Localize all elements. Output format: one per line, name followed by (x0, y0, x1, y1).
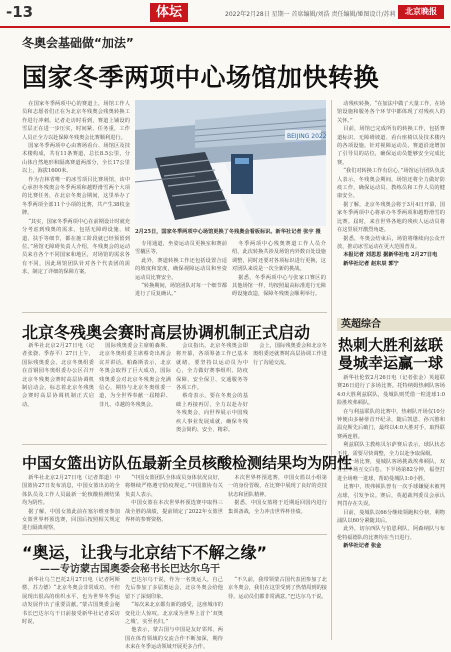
lead-col-1 (22, 100, 130, 308)
lead-paragraph: 动残疾转换，“在加法中做了大量工作，在场馆设施和服务各个环节中都体现了对残疾人的关怀。” (337, 101, 445, 124)
lead-paragraph: 国家冬季两项中心由赛场看台、场馆区及技术楼构成，共有11条赛道，总长8.5公里，分山体自然地形和隔离赛道两部分，全长17公里以上，海拔1600米。 (22, 143, 130, 175)
lead-kicker: 冬奥会基础做“加法” (22, 36, 134, 50)
newspaper-logo: 北京晚报 (398, 5, 444, 19)
story4-paragraph: 新华社乌兰巴托2月27日电（记者阿斯楞、苏力德）“北京冬奥会非常成功，不但展现出很高的组织水平，也为世界冬季运动发展作出了重要贡献。”蒙古国奥委会秘书长巴达尔乌干日前接受新华社记者采访时说， (22, 577, 120, 626)
lead-paragraph: 据悉，冬奥会结束后，场馆将继续向公众开放，推动冰雪运动在更大范围普及。 (337, 235, 445, 250)
lead-paragraph: 在国家冬季两项中心的赛道上，场馆工作人员和志愿者们正在为北京冬残奥会残奥转换工作进行冲刺。记者走访时看到，赛道上铺设的雪层正在进一步压实，时间紧、任务重，工作人员正全力以赴保障冬残奥会比赛顺利进行。 (22, 101, 130, 141)
story3-col-1 (22, 474, 120, 530)
lead-paragraph: 作为吉林省唯一的冰雪项目比赛场馆，该中心承担冬残奥会冬季两项和越野滑雪两个大项的比赛任务，在北京冬奥会期间，这里举办了冬季两项全部11个小项的比赛，共产生38枚金牌。 (22, 176, 130, 217)
story3-paragraph: 中国女篮在本次世界杯预选赛中取得三战全胜的战绩，提前锁定了2022年女篮世界杯的参赛资格。 (125, 500, 223, 524)
sidebar-paragraph: 在与利兹联队的比赛中，热刺队开场仅10分钟便由多赫蒂首开纪录，随后凯恩、孙兴慜和温克斯先后破门，最终以4:0大胜对手，取得联赛两连胜。 (337, 408, 445, 440)
lead-col-3 (337, 100, 445, 310)
byline: 新华社记者 张金 (343, 543, 382, 550)
sidebar-paragraph: 另一场比赛，曼城队客场挑战埃弗顿队，双方上半场互交白卷。下半场第82分钟，福登打进全场唯一进球，帮助曼城队1:0小胜。 (337, 459, 445, 482)
story2-headline: 北京冬残奥会赛时高层协调机制正式启动 (22, 323, 311, 342)
story3-col-3 (228, 474, 327, 530)
sidebar-headline-1: 热刺大胜利兹联 (338, 336, 444, 354)
section-badge: 体坛 (150, 3, 188, 22)
story4-col-2 (125, 576, 223, 651)
lead-paragraph: 目前，场馆已完成所有的转换工作，包括赛道标识、无障碍坡道、看台座椅以及技术楼内的各项设施。针对视障运动员，赛道沿途增加了引导员的站位，确保运动员能够安全完成比赛。 (337, 126, 445, 166)
story4-paragraph: “不久前，我带领蒙古国代表团参加了北京冬奥会，我们在这里受到了热情周到的接待。运动员们都非常满意。”巴达尔乌干说。 (228, 577, 327, 600)
section-divider (22, 534, 327, 535)
page-number: -13 (6, 3, 34, 21)
story2-col-4 (253, 342, 327, 440)
lead-col-2b (232, 240, 326, 308)
story4-paragraph: 他表示，蒙古国与中国是友好邻邦，两国在体育领域的交流合作不断加深，期待未来在冬季运动领域开展更多合作。 (125, 627, 223, 651)
lead-paragraph: “其实，国家冬季两项中心在前期设计时就充分考虑到残奥的需求，包括无障碍设施、坡道、扶手等细节，都在施工阶段就已经预留到位。”场馆无障碍负责人介绍，冬残奥会的运动员来自各个不同国家和地区，对场馆的需求各有不同，因此场馆团队针对各个代表团的需求，制定了详细的保障方案。 (22, 218, 130, 276)
story3-paragraph: 新华社北京2月27日电（记者郑道）中国篮协27日发布消息，中国女篮出访的全体队员及工作人员最新一轮核酸检测结果均为阴性。 (22, 475, 120, 507)
section-divider (22, 312, 327, 313)
sidebar-paragraph: 新华社伦敦2月26日电（记者张金）英超联赛26日进行了多场比赛。托特纳姆热刺队客场4:0大胜利兹联队，曼城队则凭借一粒进球1:0险胜埃弗顿队。 (337, 375, 445, 407)
column-divider (331, 100, 332, 640)
lead-paragraph: “我们对转换工作有信心，”场馆运行团队负责人表示，冬残奥会期间，场馆还将全力做好防疫工作，确保运动员、教练员和工作人员的健康安全。 (337, 168, 445, 200)
lead-paragraph: 据悉，冬季两项中心与张家口赛区的其他场馆一样，均按照最高标准进行无障碍设施改造，保障冬残奥会顺利举行。 (232, 274, 326, 298)
story4-paragraph: “每次来北京都有新的感受，这座城市的变化让人惊叹。北京成为世界上首个‘双奥之城’，实至名归。” (125, 602, 223, 626)
lead-paragraph: 据了解，北京冬残奥会将于3月4日开幕，国家冬季两项中心将承办冬季两项和越野滑雪的比赛。届时，来自世界各地的残疾人运动员将在这里展开激烈角逐。 (337, 201, 445, 234)
dateline: 2022年2月28日 星期一 首席编辑/刘浩 责任编辑/姬图设计/苏莉 (225, 11, 396, 18)
byline: 本报记者 刘思思 据新华社电 2月27日电 (343, 252, 438, 259)
story3-paragraph: 据悉，中国女篮将于近期返回国内进行集训备战，全力冲击世界杯佳绩。 (228, 500, 327, 515)
header-rule (0, 26, 450, 28)
story4-col-1 (22, 576, 120, 638)
story3-paragraph: 本次世界杯预选赛，中国女篮以小组第一的身份晋级，在比赛中展现了良好的竞技状态和团队精神。 (228, 475, 327, 498)
lead-paragraph: 专用通道，坐姿运动员更换室和赛前雪橇区等， (135, 241, 227, 256)
story2-paragraph: 会上，国际残奥委会和北京冬奥组委还就赛时高层协调工作进行了沟通交流。 (253, 343, 327, 366)
story3-col-2 (125, 474, 223, 530)
story4-paragraph: 巴达尔乌干说，作为一名奥运人，自己先后参加了多届奥运会，北京冬奥会给他留下了深刻印象。 (125, 577, 223, 600)
sidebar-paragraph: 利兹联队主教练贝尔萨赛后表示，球队状态不佳，需要尽快调整，全力以赴争取保级。 (337, 442, 445, 457)
sidebar-paragraph: 比赛中，埃弗顿队曾有一次手球嫌疑未被判点球，引发争议。赛后，英超裁判委员会承认判罚存在失误。 (337, 484, 445, 508)
story2-col-2 (99, 342, 171, 440)
sidebar-paragraph: 目前，曼城队以66分继续领跑积分榜，利物浦队以60分紧随其后。 (337, 509, 445, 524)
sidebar-body (337, 374, 445, 638)
story4-subhead: ——专访蒙古国奥委会秘书长巴达尔乌干 (40, 564, 220, 575)
section-divider (22, 444, 327, 445)
sidebar-paragraph: 此外，切尔西队与伯恩利队、阿森纳队与布伦特福德队的比赛均在当日进行。 (337, 526, 445, 541)
story4-headline: “奥运，让我与北京结下不解之缘” (22, 543, 268, 562)
lead-paragraph: “转换期间，场馆团队对每一个细节都进行了反复确认。” (135, 283, 227, 298)
story2-paragraph: 蔡奇表示，要在冬奥会的基础上再接再厉，全力以赴办好冬残奥会，向世界展示中国残疾人事业发展成就，确保冬残奥会简约、安全、精彩。 (176, 393, 248, 434)
lead-paragraph: 此外，赛道转换工作还包括设置合适的坡度和宽度，确保视障运动员和坐姿运动员比赛安全。 (135, 257, 227, 281)
story2-col-3 (176, 342, 248, 440)
page-header (0, 0, 450, 26)
lead-paragraph: 冬季两项中心残奥赛道工作人员介绍，此次转换共涉及场馆内外数百处设施调整，同时还要对各项标识进行更换，这对团队来说是一次全新的挑战。 (232, 241, 326, 273)
lead-headline: 国家冬季两项中心场馆加快转换 (22, 63, 380, 92)
byline: 新华社记者 赵东辰 郭宁 (343, 260, 399, 267)
svg-text:BEIJING 2022: BEIJING 2022 (287, 133, 327, 140)
story3-paragraph: “中国女篮团队全体成员身体状况良好，将继续严格遵守防疫规定。”中国篮协有关负责人表示， (125, 475, 223, 498)
sidebar-tag: 英超综合 (337, 318, 451, 331)
stadium-photo (135, 100, 326, 226)
story4-col-3 (228, 576, 327, 638)
lead-photo (135, 100, 326, 226)
photo-caption: 2月25日，国家冬季两项中心场馆更换了冬残奥会看板标识。新华社记者 张宇 摄 (135, 229, 321, 235)
story3-headline: 中国女篮出访队伍最新全员核酸检测结果均为阴性 (22, 454, 353, 472)
story2-col-1 (22, 342, 94, 440)
story2-paragraph: 国际残奥委会主席帕森斯、北京冬奥组委主席蔡奇出席会议并讲话。帕森斯表示，北京冬奥会取得了巨大成功，国际残奥委会对北京冬残奥会充满信心，期待与北京冬奥组委一道，为全世界奉献一届精彩、非凡、卓越的冬残奥会。 (99, 343, 171, 408)
story2-paragraph: 新华社北京2月27日电（记者张骁、季春平）27日上午，国际残奥委会、北京冬奥组委在首钢园冬奥组委办公区召开北京冬残奥会赛时高层协调机制启动会，标志着北京冬残奥会赛时高层协调机制正式启动。 (22, 343, 94, 408)
lead-col-2a (135, 240, 227, 308)
story3-paragraph: 据了解，中国女篮此前在塞尔维亚参加女篮世界杯预选赛，回国后按照相关规定进行隔离观察， (22, 508, 120, 532)
story2-paragraph: 会议指出，北京冬残奥会即将开幕，各项筹备工作已基本就绪，要坚持以运动员为中心，全力做好赛事组织、防疫保障、安全保卫、交通服务等各项工作。 (176, 343, 248, 392)
sidebar-headline-2: 曼城幸运赢一球 (338, 354, 444, 372)
